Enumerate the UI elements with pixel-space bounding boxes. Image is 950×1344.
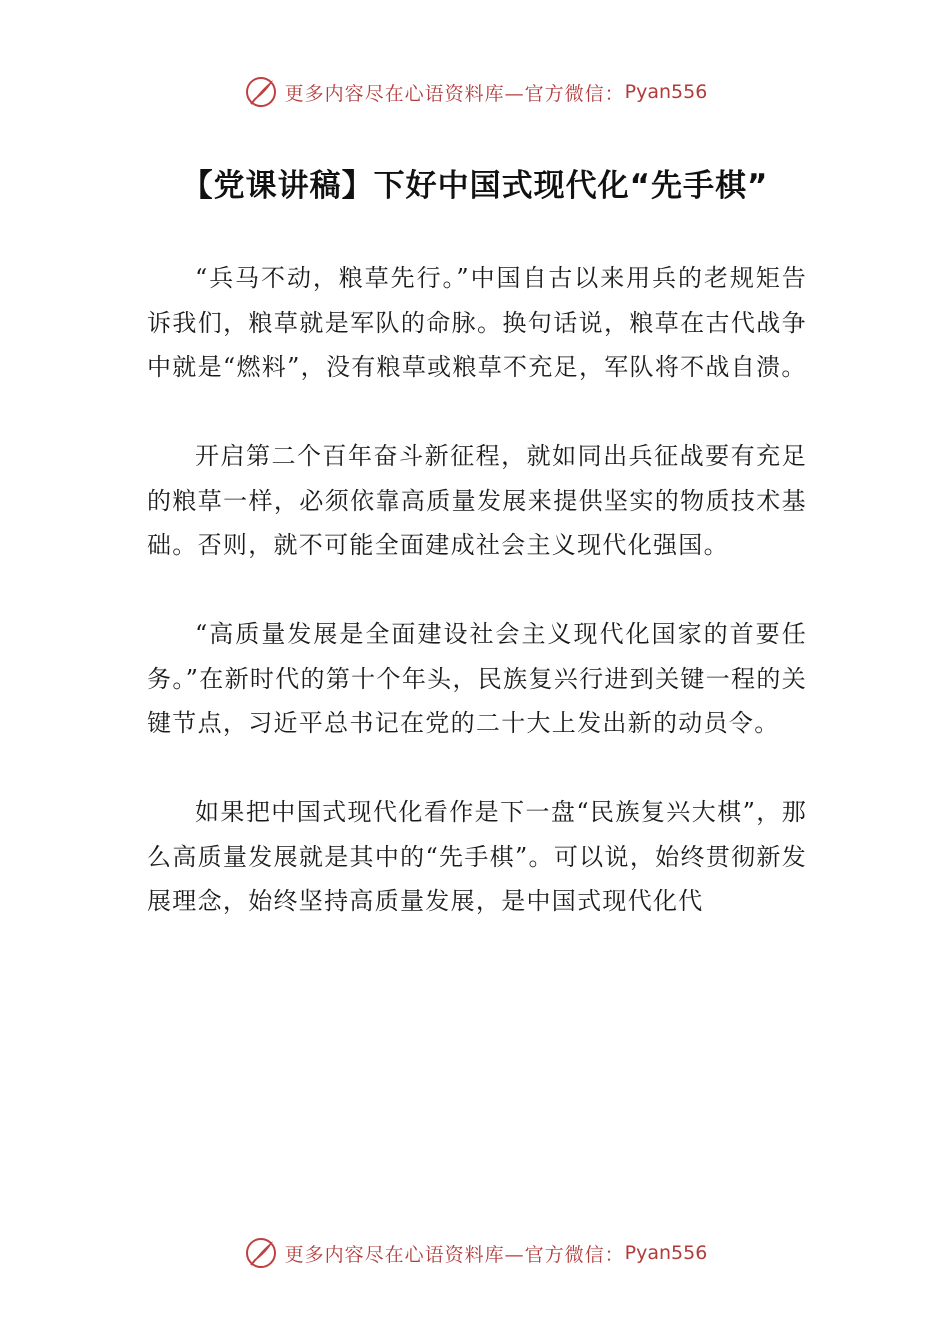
paragraph: 开启第二个百年奋斗新征程，就如同出兵征战要有充足的粮草一样，必须依靠高质量发展来提供坚实的物质技术基础。否则，就不可能全面建成社会主义现代化强国。 <box>147 442 807 559</box>
document-title: 【党课讲稿】下好中国式现代化“先手棋” <box>181 168 769 204</box>
paragraph: “高质量发展是全面建设社会主义现代化国家的首要任务。”在新时代的第十个年头，民族复兴行进到关键一程的关键节点，习近平总书记在党的二十大上发出新的动员令。 <box>147 620 807 737</box>
quill-logo-icon <box>243 74 279 110</box>
quill-logo-icon <box>243 1235 279 1271</box>
paragraph: “兵马不动，粮草先行。”中国自古以来用兵的老规矩告诉我们，粮草就是军队的命脉。换句话说，粮草在古代战争中就是“燃料”，没有粮草或粮草不充足，军队将不战自溃。 <box>147 264 807 381</box>
header-text: 更多内容尽在心语资料库—官方微信： <box>284 82 625 105</box>
footer-text: 更多内容尽在心语资料库—官方微信： <box>284 1243 625 1266</box>
header-banner <box>0 72 950 112</box>
document-body <box>147 256 807 968</box>
footer-wechat-id: Pyan556 <box>624 1242 708 1264</box>
paragraph: 如果把中国式现代化看作是下一盘“民族复兴大棋”，那么高质量发展就是其中的“先手棋”。可以说，始终贯彻新发展理念，始终坚持高质量发展，是中国式现代化代 <box>147 798 807 915</box>
header-wechat-id: Pyan556 <box>624 81 708 103</box>
footer-banner <box>0 1233 950 1273</box>
